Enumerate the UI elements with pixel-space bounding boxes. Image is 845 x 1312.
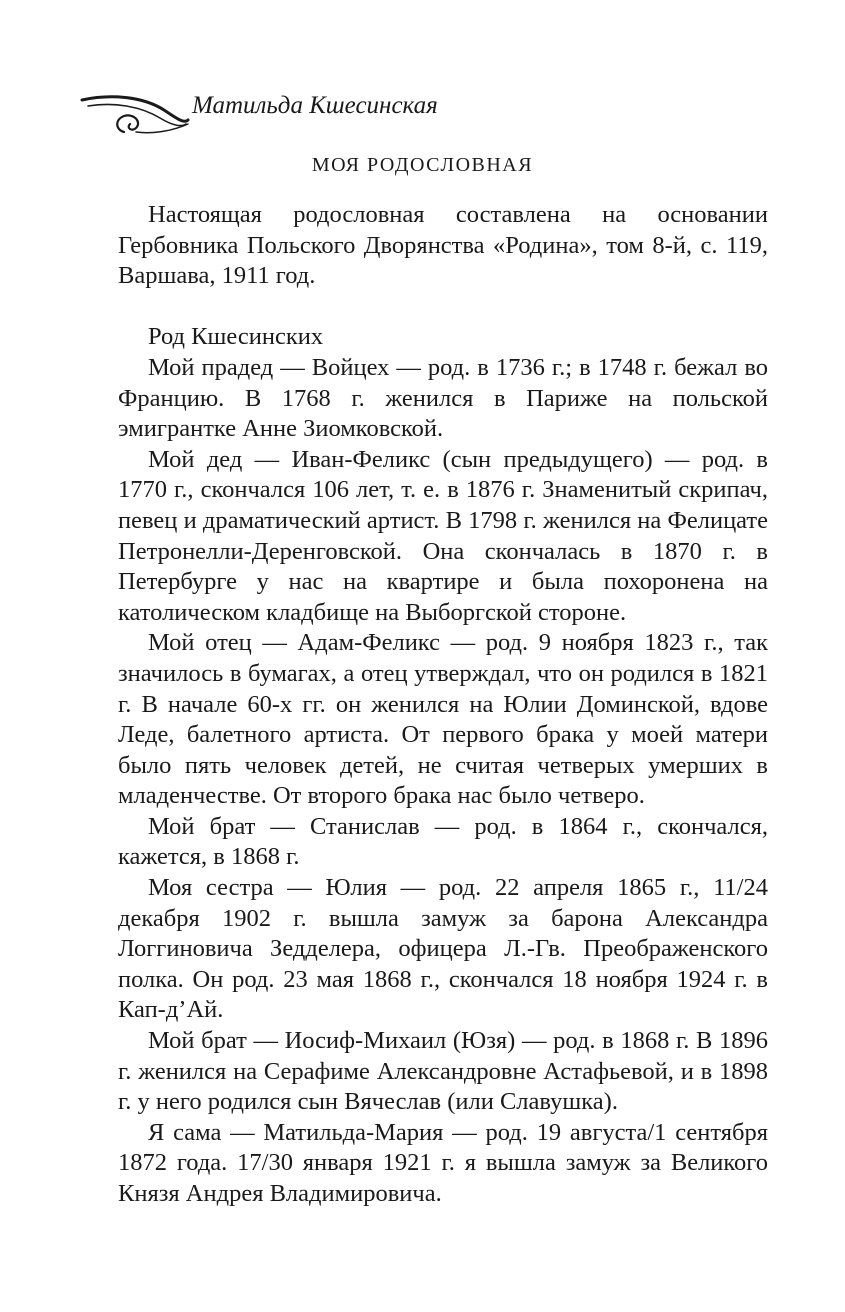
paragraph-grandfather: Мой дед — Иван-Феликс (сын предыдущего) — род. в 1770 г., скончался 106 лет, т. е. в 1876 г. Знаменитый скрипач, певец и драматический артист. В 1798 г. женился на Фелицате Петронелли-Деренговской. Она скончалась в 1870 г. в Петербурге у нас на квартире и была похоронена на католическом кладбище на Выборгской стороне. <box>118 445 768 626</box>
paragraph-brother-iosif: Мой брат — Иосиф-Михаил (Юзя) — род. в 1868 г. В 1896 г. женился на Серафиме Александровне Астафьевой, и в 1898 г. у него родился сын Вячеслав (или Славушка). <box>118 1027 768 1116</box>
body-text <box>118 200 768 1210</box>
running-head-author: Матильда Кшесинская <box>192 92 438 119</box>
paragraph-source: Настоящая родословная составлена на основании Гербовника Польского Дворянства «Родина», том 8-й, с. 119, Варшава, 1911 год. <box>118 201 768 290</box>
paragraph-self-matilda: Я сама — Матильда-Мария — род. 19 августа/1 сентября 1872 года. 17/30 января 1921 г. я вышла замуж за Великого Князя Андрея Владимировича. <box>118 1118 768 1207</box>
paragraph-sister-yulia: Моя сестра — Юлия — род. 22 апреля 1865 г., 11/24 декабря 1902 г. вышла замуж за барона Александра Логгиновича Зедделера, офицера Л.-Гв. Преображенского полка. Он род. 23 мая 1868 г., скончался 18 ноября 1924 г. в Кап-д’Ай. <box>118 874 768 1024</box>
chapter-title: МОЯ РОДОСЛОВНАЯ <box>311 154 534 176</box>
running-head <box>80 88 500 138</box>
paragraph-family-heading: Род Кшесинских <box>148 323 324 351</box>
paragraph-father: Мой отец — Адам-Феликс — род. 9 ноября 1823 г., так значилось в бумагах, а отец утверждал, что он родился в 1821 г. В начале 60-х гг. он женился на Юлии Доминской, вдове Леде, балетного артиста. От первого брака у моей матери было пять человек детей, не считая четверых умерших в младенчестве. От второго брака нас было четверо. <box>118 629 768 810</box>
paragraph-great-grandfather: Мой прадед — Войцех — род. в 1736 г.; в 1748 г. бежал во Францию. В 1768 г. женился в Париже на польской эмигрантке Анне Зиомковской. <box>118 353 768 443</box>
flourish-ornament-icon <box>80 88 190 138</box>
paragraph-brother-stanislav: Мой брат — Станислав — род. в 1864 г., скончался, кажется, в 1868 г. <box>118 812 768 871</box>
